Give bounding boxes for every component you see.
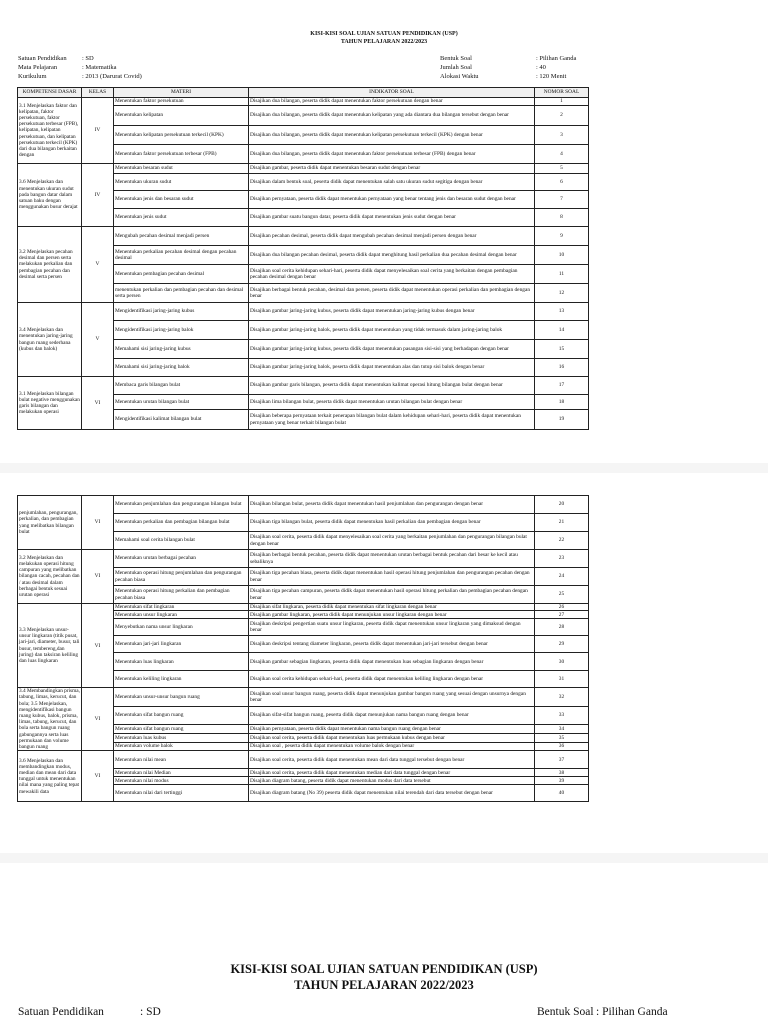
table-header-row — [18, 88, 589, 98]
cell-indikator-soal: Disajikan dua bilangan, peserta didik dapat menentukan faktor persekutuan dengan benar — [249, 98, 535, 106]
cell-indikator-soal: Disajikan dua bilangan, peserta didik dapat menentukan faktor persekutuan terbesar (FPB) dengan benar — [249, 145, 535, 164]
cell-nomor-soal: 15 — [535, 340, 589, 359]
cell-kompetensi-dasar: 3.6 Menjelaskan dan menentukan ukuran sudut pada bangun datar dalam satuan baku dengan menggunakan busur derajat — [18, 164, 82, 227]
cell-materi: Mengubah pecahan desimal menjadi persen — [114, 227, 249, 246]
cell-nomor-soal: 35 — [535, 733, 589, 742]
cell-indikator-soal: Disajikan gambar, peserta didik dapat menentukan besaran sudut dengan benar — [249, 164, 535, 174]
cell-materi: Mengidentifikasi kalimat bilangan bulat — [114, 410, 249, 430]
document-page-2 — [0, 473, 768, 853]
cell-materi: Menentukan luas kubus — [114, 733, 249, 742]
cell-nomor-soal: 16 — [535, 359, 589, 377]
page3-meta-label: Satuan Pendidikan — [18, 1006, 104, 1018]
cell-nomor-soal: 32 — [535, 688, 589, 706]
cell-nomor-soal: 4 — [535, 145, 589, 164]
cell-indikator-soal: Disajikan gambar jaring-jaring kubus, peserta didik dapat menentukan jaring-jaring kubus dengan benar — [249, 303, 535, 321]
cell-kompetensi-dasar: 3.6 Menjelaskan dan membandingkan modus, median dan mean dari data tunggal untuk menentukan nilai mana yang paling tepat mewakili data — [18, 751, 82, 802]
kisi-table-page-2 — [17, 495, 589, 802]
cell-nomor-soal: 17 — [535, 377, 589, 395]
cell-indikator-soal: Disajikan gambar suatu bangun datar, peserta didik dapat menentukan jenis sudut dengan benar — [249, 209, 535, 227]
cell-materi: Menentukan jenis sudut — [114, 209, 249, 227]
cell-materi: Menentukan kelipatan — [114, 106, 249, 126]
cell-materi: Menentukan jari-jari lingkaran — [114, 636, 249, 653]
cell-indikator-soal: Disajikan berbagai bentuk pecahan, peserta didik dapat menentukan urutan berbagai bentuk pecahan dari besar ke kecil atau sebaliknya — [249, 550, 535, 568]
cell-indikator-soal: Disajikan gambar jaring-jaring kubus, peserta didik dapat menentukan pasangan sisi-sisi yang berhadapan dengan benar — [249, 340, 535, 359]
cell-materi: Mengidentifikasi jaring-jaring balok — [114, 321, 249, 340]
cell-materi: Menentukan penjumlahan dan pengurangan bilangan bulat — [114, 496, 249, 514]
cell-nomor-soal: 13 — [535, 303, 589, 321]
cell-materi: Menentukan pembagian pecahan desimal — [114, 265, 249, 284]
cell-materi: Menentukan urutan berbagai pecahan — [114, 550, 249, 568]
table-row — [18, 303, 589, 321]
document-title: KISI-KISI SOAL UJIAN SATUAN PENDIDIKAN (USP) — [310, 31, 458, 37]
header-materi: MATERI — [114, 88, 249, 98]
page3-meta-value: : Pilihan Ganda — [596, 1006, 668, 1018]
cell-nomor-soal: 9 — [535, 227, 589, 246]
meta-value: : 2013 (Darurat Covid) — [82, 73, 142, 80]
cell-kompetensi-dasar: penjumlahan, pengurangan, perkalian, dan pembagian yang melibatkan bilangan bulat — [18, 496, 82, 550]
cell-indikator-soal: Disajikan diagram batang (No 39) peserta didik dapat menentukan nilai terendah dari data tersebut dengan benar — [249, 785, 535, 802]
cell-indikator-soal: Disajikan sifat lingkaran, peserta didik dapat menentukan sifat lingkaran dengan benar — [249, 604, 535, 611]
cell-nomor-soal: 19 — [535, 410, 589, 430]
cell-indikator-soal: Disajikan gambar jaring-jaring balok, peserta didik dapat menentukan alas dan tutup sisi balok dengan benar — [249, 359, 535, 377]
cell-materi: Menyebutkan nama unsur lingkaran — [114, 619, 249, 636]
header-kompetensi-dasar: KOMPETENSI DASAR — [18, 88, 82, 98]
cell-kompetensi-dasar: 3.2 Menjelaskan pecahan desimal dan persen serta melakukan perkalian dan pembagian pecahan dan desimal serta persen — [18, 227, 82, 303]
cell-materi: Menentukan nilai dari tertinggi — [114, 785, 249, 802]
cell-indikator-soal: Disajikan beberapa pernyataan terkait penerapan bilangan bulat dalam kehidupan sehari-hari, peserta didik dapat menentukan pernyataan yang benar terkait bilangan bulat — [249, 410, 535, 430]
cell-kelas: VI — [82, 377, 114, 430]
cell-nomor-soal: 2 — [535, 106, 589, 126]
cell-nomor-soal: 22 — [535, 532, 589, 550]
cell-indikator-soal: Disajikan soal unsur bangun ruang, peserta didik dapat menunjukan gambar bangun ruang yang sesuai dengan unsurnya dengan benar — [249, 688, 535, 706]
cell-indikator-soal: Disajikan soal cerita, peserta didik dapat menentukan mean dari data tunggal tersebut dengan benar — [249, 751, 535, 769]
cell-kelas: VI — [82, 688, 114, 751]
cell-materi: Menentukan sifat bangun ruang — [114, 725, 249, 734]
cell-nomor-soal: 26 — [535, 604, 589, 611]
cell-materi: Menentukan nilai mean — [114, 751, 249, 769]
page3-meta-label: Bentuk Soal — [537, 1006, 594, 1018]
cell-materi: Menentukan kelipatan persekutuan terkecil (KPK) — [114, 126, 249, 145]
cell-indikator-soal: Disajikan dua bilangan pecahan desimal, peserta didik dapat menghitung hasil perkalian dua pecahan desimal dengan benar — [249, 246, 535, 265]
cell-nomor-soal: 28 — [535, 619, 589, 636]
meta-value: : SD — [82, 55, 94, 62]
cell-indikator-soal: Disajikan soal cerita, peserta didik dapat menentukan luas permukaan kubus dengan benar — [249, 733, 535, 742]
cell-nomor-soal: 3 — [535, 126, 589, 145]
meta-value: : 120 Menit — [536, 73, 567, 80]
cell-kompetensi-dasar: 3.3 Menjelaskan unsur-unsur lingkaran (titik pusat, jari-jari, diameter, busur, tali busur, tembereng,dan juring) dan taksiran keliling dan luas lingkaran — [18, 604, 82, 688]
cell-materi: Menentukan besaran sudut — [114, 164, 249, 174]
cell-nomor-soal: 40 — [535, 785, 589, 802]
cell-indikator-soal: Disajikan tiga bilangan bulat, peserta didik dapat menentukan hasil perkalian dan pembagian dengan benar — [249, 514, 535, 532]
cell-nomor-soal: 5 — [535, 164, 589, 174]
meta-label: Kurikulum — [18, 73, 47, 80]
cell-indikator-soal: Disajikan pecahan desimal, peserta didik dapat mengubah pecahan desimal menjadi persen dengan benar — [249, 227, 535, 246]
document-page-1 — [0, 0, 768, 463]
cell-nomor-soal: 39 — [535, 777, 589, 785]
table-row — [18, 227, 589, 246]
cell-indikator-soal: Disajikan bilangan bulat, peserta didik dapat menentukan hasil penjumlahan dan pengurangan dengan benar — [249, 496, 535, 514]
meta-label: Satuan Pendidikan — [18, 55, 67, 62]
cell-indikator-soal: Disajikan lima bilangan bulat, peserta didik dapat menentukan urutan bilangan bulat dengan benar — [249, 395, 535, 410]
cell-materi: Menentukan jenis dan besaran sudut — [114, 191, 249, 209]
cell-nomor-soal: 36 — [535, 742, 589, 751]
cell-materi: Menentukan perkalian pecahan desimal dengan pecahan desimal — [114, 246, 249, 265]
header-indikator-soal: INDIKATOR SOAL — [249, 88, 535, 98]
cell-nomor-soal: 12 — [535, 284, 589, 303]
cell-materi: Menentukan faktor persekutuan terbesar (FPB) — [114, 145, 249, 164]
cell-nomor-soal: 10 — [535, 246, 589, 265]
cell-nomor-soal: 34 — [535, 725, 589, 734]
table-row — [18, 604, 589, 611]
table-row — [18, 550, 589, 568]
meta-label: Jumlah Soal — [440, 64, 472, 71]
cell-materi: Menentukan nilai Median — [114, 769, 249, 777]
cell-materi: Menentukan sifat bangun ruang — [114, 706, 249, 724]
cell-nomor-soal: 27 — [535, 611, 589, 619]
cell-indikator-soal: Disajikan gambar jaring-jaring balok, peserta didik dapat menentukan yang tidak termasuk dalam jaring-jaring balok — [249, 321, 535, 340]
cell-nomor-soal: 6 — [535, 174, 589, 191]
cell-materi: Menentukan keliling lingkaran — [114, 671, 249, 688]
cell-materi: Membaca garis bilangan bulat — [114, 377, 249, 395]
cell-indikator-soal: Disajikan deskripsi pengertian suatu unsur lingkaran, peserta didik dapat menentukan unsur lingkaran yang dimaksud dengan benar — [249, 619, 535, 636]
cell-nomor-soal: 30 — [535, 653, 589, 671]
cell-nomor-soal: 31 — [535, 671, 589, 688]
table-row — [18, 496, 589, 514]
cell-materi: Menentukan volume balok — [114, 742, 249, 751]
cell-materi: Menentukan urutan bilangan bulat — [114, 395, 249, 410]
page3-subtitle: TAHUN PELAJARAN 2022/2023 — [294, 978, 474, 992]
cell-indikator-soal: Disajikan gambar garis bilangan, peserta didik dapat menentukan kalimat operasi hitung bilangan bulat dengan benar — [249, 377, 535, 395]
cell-nomor-soal: 8 — [535, 209, 589, 227]
page3-title: KISI-KISI SOAL UJIAN SATUAN PENDIDIKAN (USP) — [230, 962, 538, 976]
cell-indikator-soal: Disajikan pernyataan, peserta didik dapat menentukan nama bangun ruang dengan benar — [249, 725, 535, 734]
cell-indikator-soal: Disajikan dalam bentuk soal, peserta didik dapat menentukan salah satu ukuran sudut segitiga dengan benar — [249, 174, 535, 191]
cell-kelas: VI — [82, 496, 114, 550]
cell-indikator-soal: Disajikan soal cerita, peserta didik dapat menentukan median dari data tunggal dengan benar — [249, 769, 535, 777]
cell-nomor-soal: 29 — [535, 636, 589, 653]
table-row — [18, 688, 589, 706]
cell-indikator-soal: Disajikan gambar sebagian lingkaran, peserta didik dapat menentukan luas sebagian lingkaran dengan benar — [249, 653, 535, 671]
cell-indikator-soal: Disajikan tiga pecahan campuran, peserta didik dapat menentukan hasil operasi hitung perkalian dan pembagian pecahan dengan benar — [249, 586, 535, 604]
cell-materi: Menentukan operasi hitung perkalian dan pembagian pecahan biasa — [114, 586, 249, 604]
cell-materi: Menentukan ukuran sudut — [114, 174, 249, 191]
cell-indikator-soal: Disajikan berbagai bentuk pecahan, desimal dan persen, peserta didik dapat menentukan operasi perkalian dan pembagian dengan benar — [249, 284, 535, 303]
cell-indikator-soal: Disajikan pernyataan, peserta didik dapat menentukan pernyataan yang benar tentang jenis dan besaran sudut dengan benar — [249, 191, 535, 209]
cell-indikator-soal: Disajikan deskripsi tentang diameter lingkaran, peserta didik dapat menentukan jari-jari tersebut dengan benar — [249, 636, 535, 653]
cell-materi: menentukan perkalian dan pembagian pecahan dan desimal serta persen — [114, 284, 249, 303]
cell-indikator-soal: Disajikan soal cerita kehidupan sehari-hari, peserta didik dapat menyelesaikan soal cerita yang berkaitan dengan pembagian pecahan desimal dengan benar — [249, 265, 535, 284]
cell-kelas: V — [82, 227, 114, 303]
cell-nomor-soal: 14 — [535, 321, 589, 340]
meta-label: Bentuk Soal — [440, 55, 472, 62]
table-row — [18, 377, 589, 395]
cell-nomor-soal: 18 — [535, 395, 589, 410]
cell-materi: Menentukan sifat lingkaran — [114, 604, 249, 611]
cell-nomor-soal: 20 — [535, 496, 589, 514]
table-row — [18, 751, 589, 769]
cell-materi: Menentukan unsur-unsur bangun ruang — [114, 688, 249, 706]
table-row — [18, 164, 589, 174]
kisi-table-page-1 — [17, 87, 589, 430]
meta-label: Mata Pelajaran — [18, 64, 58, 71]
cell-indikator-soal: Disajikan gambar lingkaran, peserta didik dapat menunjukan unsur lingkaran dengan benar — [249, 611, 535, 619]
cell-materi: Menentukan nilai modus — [114, 777, 249, 785]
meta-value: : Matematika — [82, 64, 117, 71]
cell-kelas: VI — [82, 550, 114, 604]
cell-materi: Menentukan unsur lingkaran — [114, 611, 249, 619]
cell-nomor-soal: 1 — [535, 98, 589, 106]
cell-nomor-soal: 25 — [535, 586, 589, 604]
cell-materi: Memahami soal cerita bilangan bulat — [114, 532, 249, 550]
cell-materi: Menentukan perkalian dan pembagian bilangan bulat — [114, 514, 249, 532]
header-kelas: KELAS — [82, 88, 114, 98]
meta-value: : Pilihan Ganda — [536, 55, 577, 62]
cell-nomor-soal: 37 — [535, 751, 589, 769]
cell-indikator-soal: Disajikan soal cerita kehidupan sehari-hari, peserta didik dapat menentukan keliling lingkaran dengan benar — [249, 671, 535, 688]
meta-label: Alokasi Waktu — [440, 73, 479, 80]
cell-kompetensi-dasar: 3.2 Menjelaskan dan melakukan operasi hitung campuran yang melibatkan bilangan cacah, pecahan dan / atau desimal dalam berbagai bentuk sesuai urutan operasi — [18, 550, 82, 604]
cell-materi: Mengidentifikasi jaring-jaring kubus — [114, 303, 249, 321]
document-page-3 — [0, 863, 768, 1024]
cell-indikator-soal: Disajikan soal , peserta didik dapat menentukan volume balok dengan benar — [249, 742, 535, 751]
cell-kelas: VI — [82, 604, 114, 688]
cell-materi: Memahami sisi jaring-jaring balok — [114, 359, 249, 377]
cell-indikator-soal: Disajikan soal cerita, peserta didik dapat menyelesaikan soal cerita yang berkaitan penjumlahan dan pengurangan bilangan bulat dengan benar — [249, 532, 535, 550]
cell-indikator-soal: Disajikan sifat-sifat bangun ruang, peserta didik dapat menunjukan nama bangun ruang dengan benar — [249, 706, 535, 724]
table-body — [18, 98, 589, 430]
cell-materi: Menentukan operasi hitung penjumlahan dan pengurangan pecahan biasa — [114, 568, 249, 586]
cell-materi: Memahami sisi jaring-jaring kubus — [114, 340, 249, 359]
cell-kompetensi-dasar: 3.4 Menjelaskan dan menentukan jaring-jaring bangun ruang sederhana (kubus dan balok) — [18, 303, 82, 377]
cell-kompetensi-dasar: 3.1 Menjelaskan bilangan bulat negative menggunakan garis bilangan dan melakukan operasi — [18, 377, 82, 430]
cell-kompetensi-dasar: 3.4 Membandingkan prisma, tabung, limas, kerucut, dan bola; 3.5 Menjelaskan, mengidentifikasi bangun ruang kubus, balok, prisma, limas, tabung, kerucut, dan bola serta bangun ruang gabungannya serta luas permukaan dan volume bangun ruang — [19, 688, 80, 751]
cell-kelas: IV — [82, 98, 114, 164]
document-subtitle: TAHUN PELAJARAN 2022/2023 — [340, 39, 428, 45]
cell-nomor-soal: 23 — [535, 550, 589, 568]
cell-nomor-soal: 24 — [535, 568, 589, 586]
cell-nomor-soal: 21 — [535, 514, 589, 532]
cell-kompetensi-dasar: 3.1 Menjelaskan faktor dan kelipatan, faktor persekutuan, faktor persekutuan terbesar (FPB), kelipatan, kelipatan persekutuan, dan kelipatan persekutuan terkecil (KPK) dari dua bilangan berkaitan dengan — [18, 98, 82, 164]
table-body — [18, 496, 589, 802]
cell-indikator-soal: Disajikan tiga pecahan biasa, peserta didik dapat menentukan hasil operasi hitung penjumlahan dan pengurangan pecahan dengan benar — [249, 568, 535, 586]
page3-meta-value: : SD — [140, 1006, 161, 1018]
table-row — [18, 98, 589, 106]
cell-kelas: IV — [82, 164, 114, 227]
cell-nomor-soal: 7 — [535, 191, 589, 209]
cell-kelas: V — [82, 303, 114, 377]
cell-materi: Menentukan faktor persekutuan — [114, 98, 249, 106]
header-nomor-soal: NOMOR SOAL — [535, 88, 589, 98]
cell-indikator-soal: Disajikan dua bilangan, peserta didik dapat menentukan kelipatan persekutuan terkecil (KPK) dengan benar — [249, 126, 535, 145]
cell-nomor-soal: 33 — [535, 706, 589, 724]
cell-materi: Menentukan luas lingkaran — [114, 653, 249, 671]
cell-nomor-soal: 11 — [535, 265, 589, 284]
meta-value: : 40 — [536, 64, 546, 71]
cell-nomor-soal: 38 — [535, 769, 589, 777]
cell-indikator-soal: Disajikan dua bilangan, peserta didik dapat menentukan kelipatan yang ada diantara dua bilangan tersebut dengan benar — [249, 106, 535, 126]
cell-indikator-soal: Disajikan diagram batang, peserta didik dapat menentukan modus dari data tersebut — [249, 777, 535, 785]
cell-kelas: VI — [82, 751, 114, 802]
